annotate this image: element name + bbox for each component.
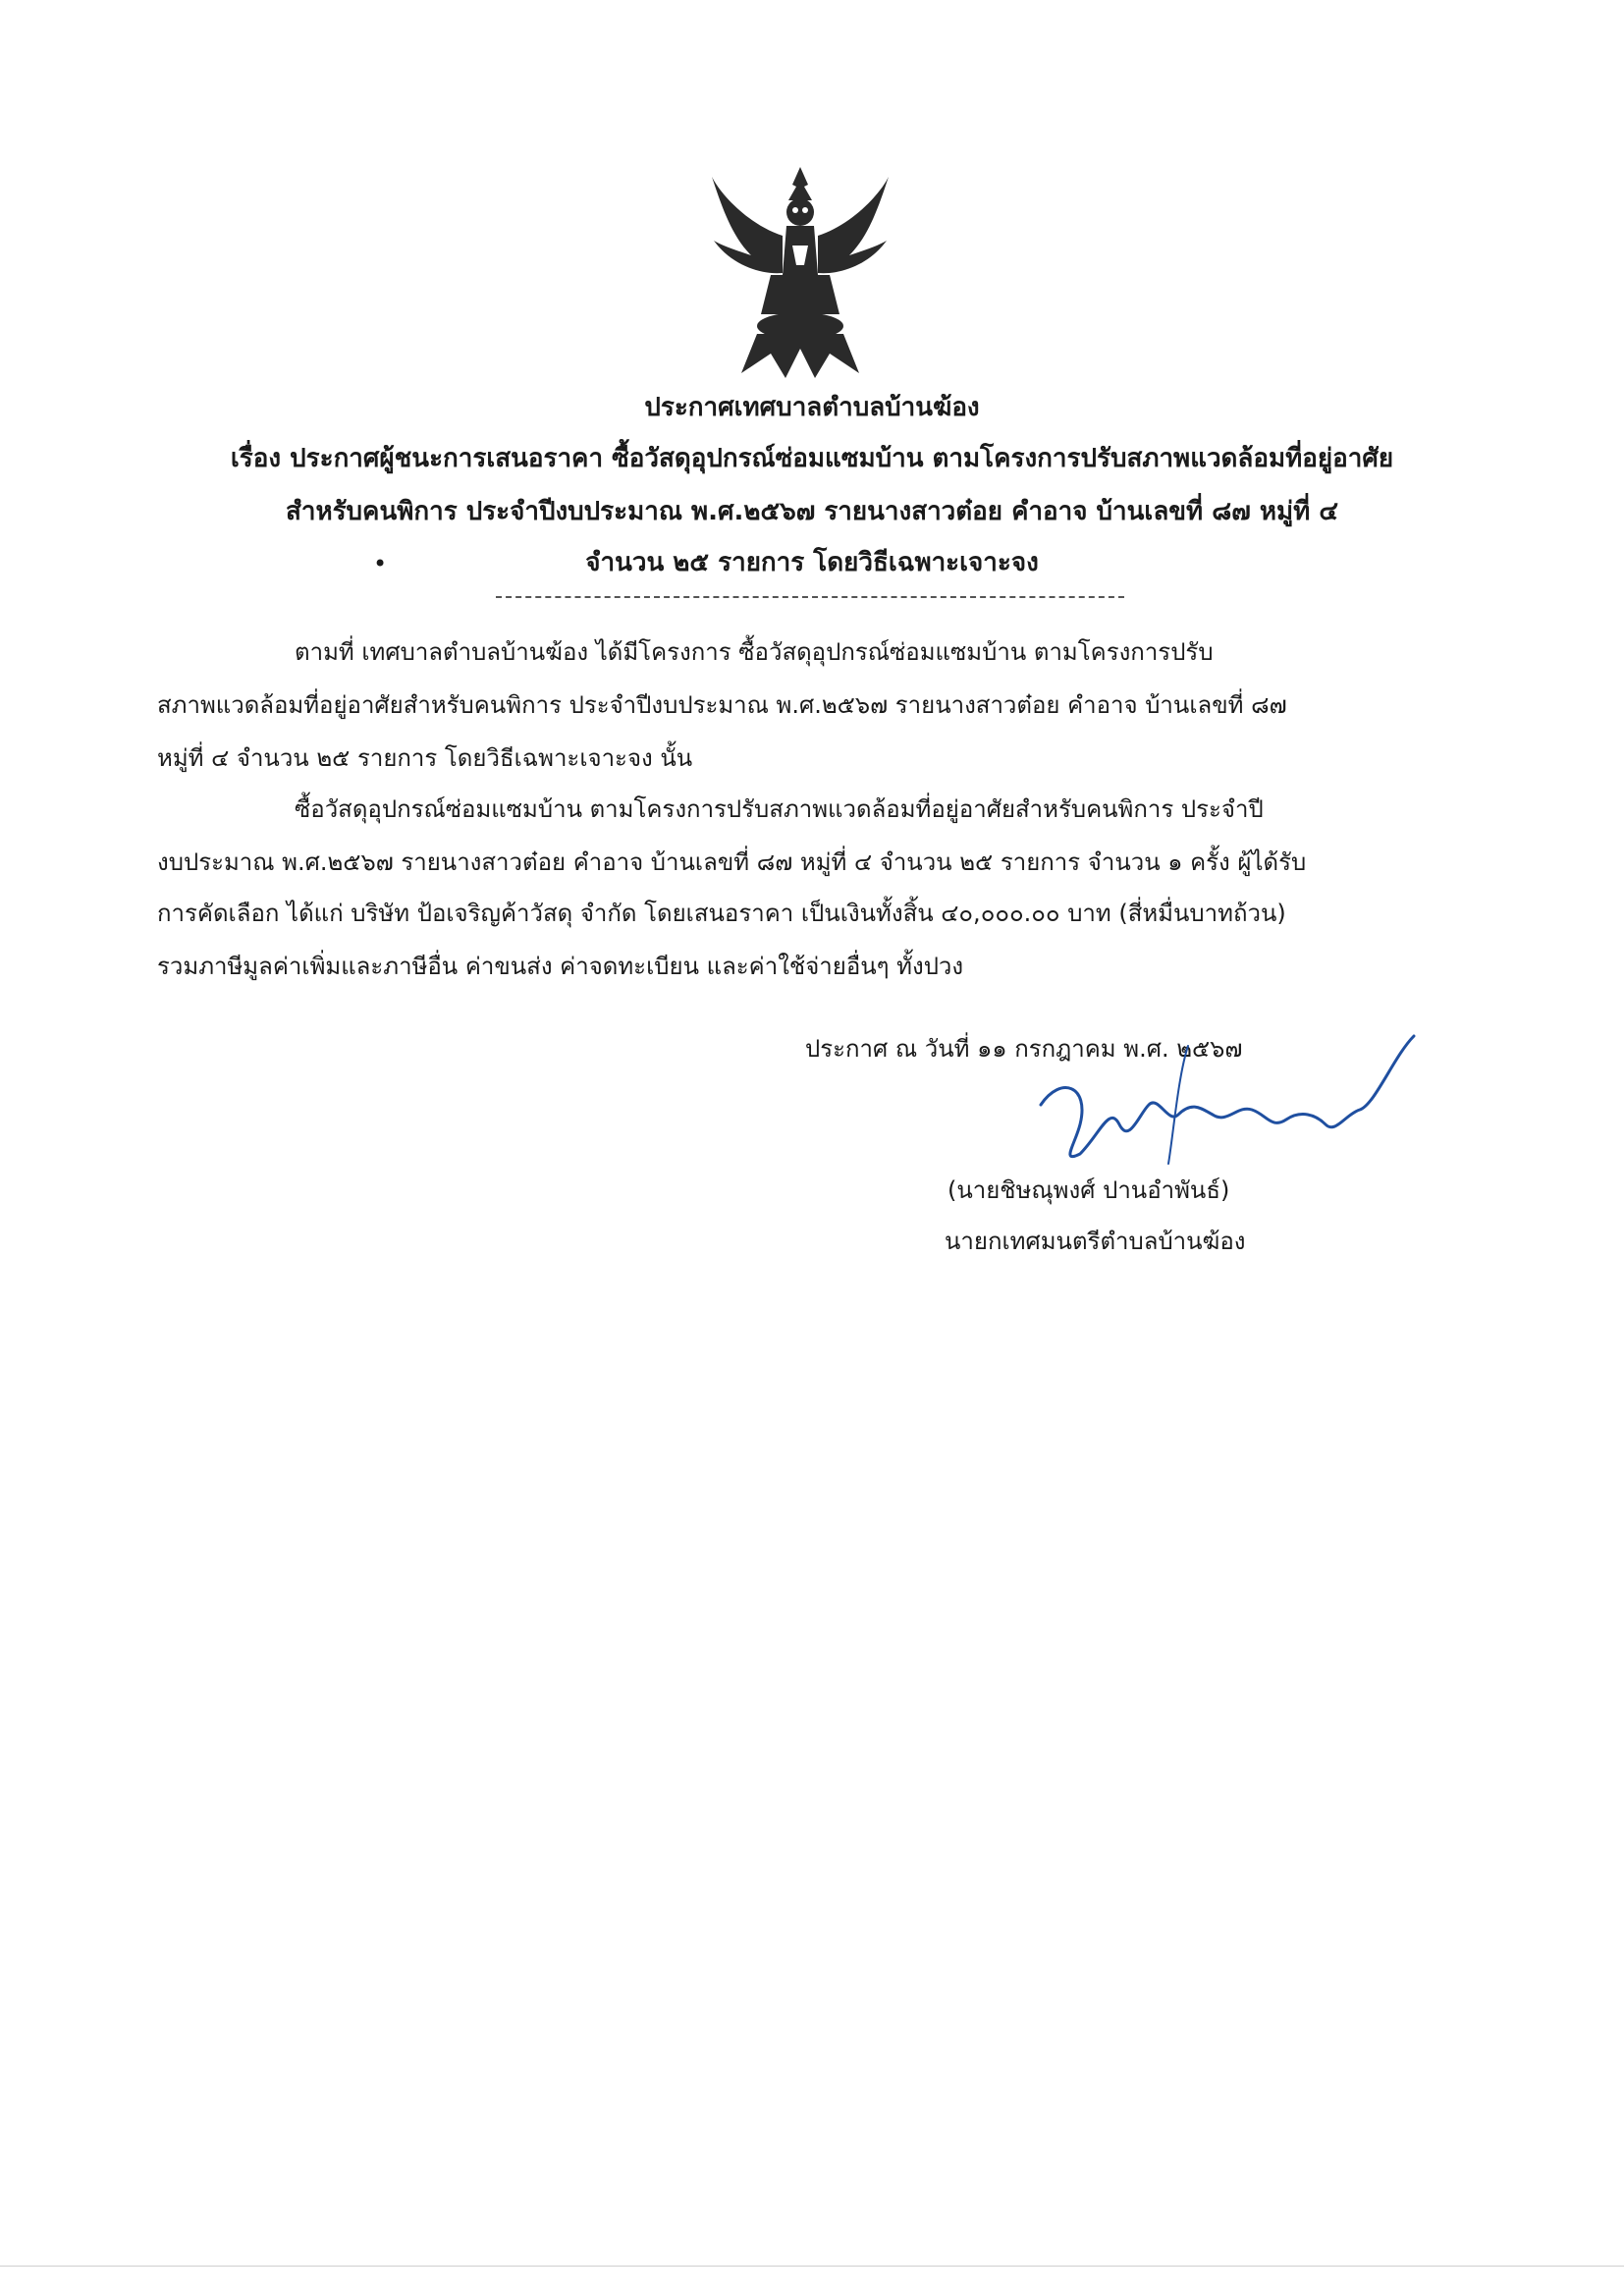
handwritten-signature [1021, 1016, 1434, 1193]
paragraph-2-line-2: งบประมาณ พ.ศ.๒๕๖๗ รายนางสาวต๋อย คำอาจ บ้านเลขที่ ๘๗ หมู่ที่ ๔ จำนวน ๒๕ รายการ จำนวน ๑ ครั้ง ผู้ได้รับ [157, 848, 1307, 876]
dashed-divider [496, 596, 1124, 598]
announcement-subject-line-2: สำหรับคนพิการ ประจำปีงบประมาณ พ.ศ.๒๕๖๗ รายนางสาวต๋อย คำอาจ บ้านเลขที่ ๘๗ หมู่ที่ ๔ [285, 497, 1339, 526]
garuda-emblem [702, 157, 898, 383]
signer-position: นายกเทศมนตรีตำบลบ้านฆ้อง [945, 1228, 1246, 1255]
bullet-mark: • [373, 550, 388, 577]
paragraph-2-line-4: รวมภาษีมูลค่าเพิ่มและภาษีอื่น ค่าขนส่ง ค่าจดทะเบียน และค่าใช้จ่ายอื่นๆ ทั้งปวง [157, 953, 964, 980]
announcement-subject-line-3: จำนวน ๒๕ รายการ โดยวิธีเฉพาะเจาะจง [585, 548, 1039, 577]
paragraph-2-line-3: การคัดเลือก ได้แก่ บริษัท ป้อเจริญค้าวัสดุ จำกัด โดยเสนอราคา เป็นเงินทั้งสิ้น ๔๐,๐๐๐.๐๐ บาท (สี่หมื่นบาทถ้วน) [157, 900, 1286, 927]
paragraph-1-line-2: สภาพแวดล้อมที่อยู่อาศัยสำหรับคนพิการ ประจำปีงบประมาณ พ.ศ.๒๕๖๗ รายนางสาวต๋อย คำอาจ บ้านเลขที่ ๘๗ [157, 691, 1287, 719]
announcement-org-title: ประกาศเทศบาลตำบลบ้านฆ้อง [644, 393, 980, 422]
announcement-date: ประกาศ ณ วันที่ ๑๑ กรกฎาคม พ.ศ. ๒๕๖๗ [805, 1035, 1243, 1063]
paragraph-1-line-3: หมู่ที่ ๔ จำนวน ๒๕ รายการ โดยวิธีเฉพาะเจาะจง นั้น [157, 744, 693, 772]
paragraph-1-line-1: ตามที่ เทศบาลตำบลบ้านฆ้อง ได้มีโครงการ ซื้อวัสดุอุปกรณ์ซ่อมแซมบ้าน ตามโครงการปรับ [295, 638, 1214, 666]
signer-name: (นายชิษณุพงศ์ ปานอำพันธ์) [947, 1176, 1230, 1204]
announcement-subject-line-1: เรื่อง ประกาศผู้ชนะการเสนอราคา ซื้อวัสดุอุปกรณ์ซ่อมแซมบ้าน ตามโครงการปรับสภาพแวดล้อมที่อยู่อาศัย [230, 444, 1394, 473]
page-edge-line [0, 2266, 1624, 2267]
paragraph-2-line-1: ซื้อวัสดุอุปกรณ์ซ่อมแซมบ้าน ตามโครงการปรับสภาพแวดล้อมที่อยู่อาศัยสำหรับคนพิการ ประจำปี [295, 795, 1264, 823]
